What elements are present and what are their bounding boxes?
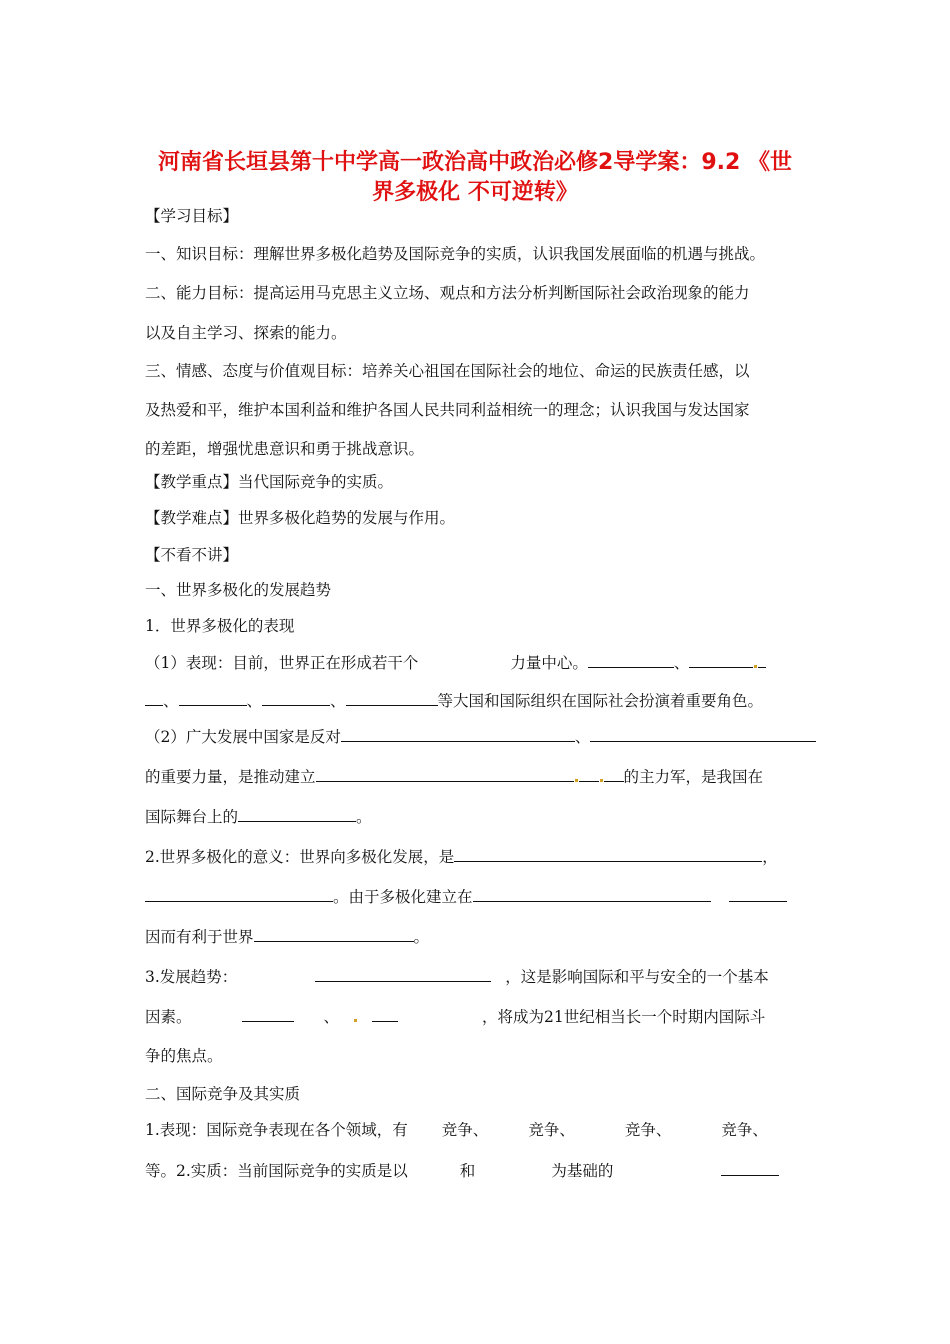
- text: 。: [356, 808, 372, 826]
- fill-blank[interactable]: [758, 652, 766, 668]
- part1-item2-line1: [145, 846, 815, 867]
- text: ，: [762, 848, 778, 866]
- part1-item1-2-line1: [145, 726, 815, 747]
- fill-blank[interactable]: [721, 1160, 779, 1176]
- text: 、: [246, 692, 263, 710]
- objective-emotion-3: 的差距，增强忧患意识和勇于挑战意识。: [145, 440, 425, 458]
- text: 因而有利于世界: [145, 928, 254, 946]
- fill-blank[interactable]: [238, 806, 356, 822]
- objective-ability-2: 以及自主学习、探索的能力。: [145, 324, 347, 342]
- dot-mark: [354, 1019, 357, 1022]
- part1-item1-line2: [145, 690, 815, 711]
- fill-blank[interactable]: [145, 886, 333, 902]
- part2-item2: [145, 1160, 815, 1181]
- text: 竞争、: [441, 1121, 489, 1139]
- fill-blank[interactable]: [454, 846, 762, 862]
- fill-blank[interactable]: [254, 926, 414, 942]
- text: 、: [574, 728, 591, 746]
- text: 竞争、: [624, 1121, 672, 1139]
- part1-item3-line1: [145, 966, 815, 987]
- text: （1）表现：目前，世界正在形成若干个: [145, 654, 419, 672]
- fill-blank[interactable]: [315, 966, 491, 982]
- fill-blank[interactable]: [729, 886, 787, 902]
- text: 国际舞台上的: [145, 808, 239, 826]
- text: 。: [413, 928, 430, 946]
- dot-mark: [754, 665, 757, 668]
- text: 、: [323, 1008, 340, 1026]
- fill-blank[interactable]: [372, 1006, 398, 1022]
- part1-item3-line2: [145, 1006, 815, 1027]
- text: 、: [673, 654, 690, 672]
- text: 竞争、: [528, 1121, 575, 1139]
- fill-blank[interactable]: [145, 690, 163, 706]
- part1-item1-line1: [145, 652, 815, 673]
- part1-item1-2-line3: [145, 806, 815, 827]
- text: ，这是影响国际和平与安全的一个基本: [505, 968, 769, 986]
- objective-emotion-2: 及热爱和平，维护本国利益和维护各国人民共同利益相统一的理念；认识我国与发达国家: [145, 401, 750, 419]
- text: 3.发展趋势：: [145, 968, 238, 986]
- objective-emotion-1: 三、情感、态度与价值观目标：培养关心祖国在国际社会的地位、命运的民族责任感，以: [145, 362, 750, 380]
- text: 的主力军，是我国在: [623, 768, 764, 786]
- fill-blank[interactable]: [590, 726, 816, 742]
- document-title: [140, 148, 810, 208]
- title-line-2: 界多极化 不可逆转》: [372, 180, 578, 205]
- title-line-1: 河南省长垣县第十中学高一政治高中政治必修2导学案：9.2 《世: [158, 150, 792, 175]
- fill-blank[interactable]: [604, 766, 624, 782]
- text: 因素。: [145, 1008, 192, 1026]
- text: 、: [330, 692, 346, 710]
- part1-item2-line3: [145, 926, 815, 947]
- text: 力量中心。: [510, 654, 588, 672]
- fill-blank[interactable]: [179, 690, 247, 706]
- text: 1.表现：国际竞争表现在各个领域，有: [145, 1121, 408, 1139]
- text: ，将成为21世纪相当长一个时期内国际斗: [482, 1008, 766, 1026]
- part1-item1-2-line2: [145, 766, 815, 787]
- objective-ability-1: 二、能力目标：提高运用马克思主义立场、观点和方法分析判断国际社会政治现象的能力: [145, 284, 750, 302]
- difficult-point: 【教学难点】世界多极化趋势的发展与作用。: [145, 509, 456, 527]
- fill-blank[interactable]: [588, 652, 674, 668]
- text: 竞争、: [721, 1121, 768, 1139]
- part1-item1: 1．世界多极化的表现: [145, 617, 295, 635]
- fill-blank[interactable]: [689, 652, 753, 668]
- part1-item3-line3: 争的焦点。: [145, 1047, 223, 1065]
- text: 等大国和国际组织在国际社会扮演着重要角色。: [437, 692, 764, 710]
- objective-knowledge: 一、知识目标：理解世界多极化趋势及国际竞争的实质，认识我国发展面临的机遇与挑战。: [145, 245, 766, 263]
- fill-blank[interactable]: [242, 1006, 294, 1022]
- part1-item2-line2: [145, 886, 815, 907]
- fill-blank[interactable]: [579, 766, 599, 782]
- key-point: 【教学重点】当代国际竞争的实质。: [145, 473, 394, 491]
- text: 。由于多极化建立在: [333, 888, 473, 906]
- text: 为基础的: [551, 1162, 614, 1180]
- text: 等。2.实质：当前国际竞争的实质是以: [145, 1162, 408, 1180]
- fill-blank[interactable]: [316, 766, 574, 782]
- part2-header: 二、国际竞争及其实质: [145, 1085, 301, 1103]
- part2-item1: [145, 1120, 815, 1140]
- no-read-header: 【不看不讲】: [145, 546, 239, 564]
- fill-blank[interactable]: [262, 690, 330, 706]
- fill-blank[interactable]: [473, 886, 711, 902]
- text: 的重要力量，是推动建立: [145, 768, 316, 786]
- text: （2）广大发展中国家是反对: [145, 728, 341, 746]
- fill-blank[interactable]: [341, 726, 575, 742]
- part1-header: 一、世界多极化的发展趋势: [145, 581, 332, 599]
- fill-blank[interactable]: [346, 690, 438, 706]
- dot-mark: [600, 779, 603, 782]
- text: 2.世界多极化的意义：世界向多极化发展，是: [145, 848, 455, 866]
- text: 、: [163, 692, 179, 710]
- dot-mark: [575, 779, 578, 782]
- objectives-header: 【学习目标】: [145, 207, 239, 225]
- text: 和: [459, 1162, 476, 1180]
